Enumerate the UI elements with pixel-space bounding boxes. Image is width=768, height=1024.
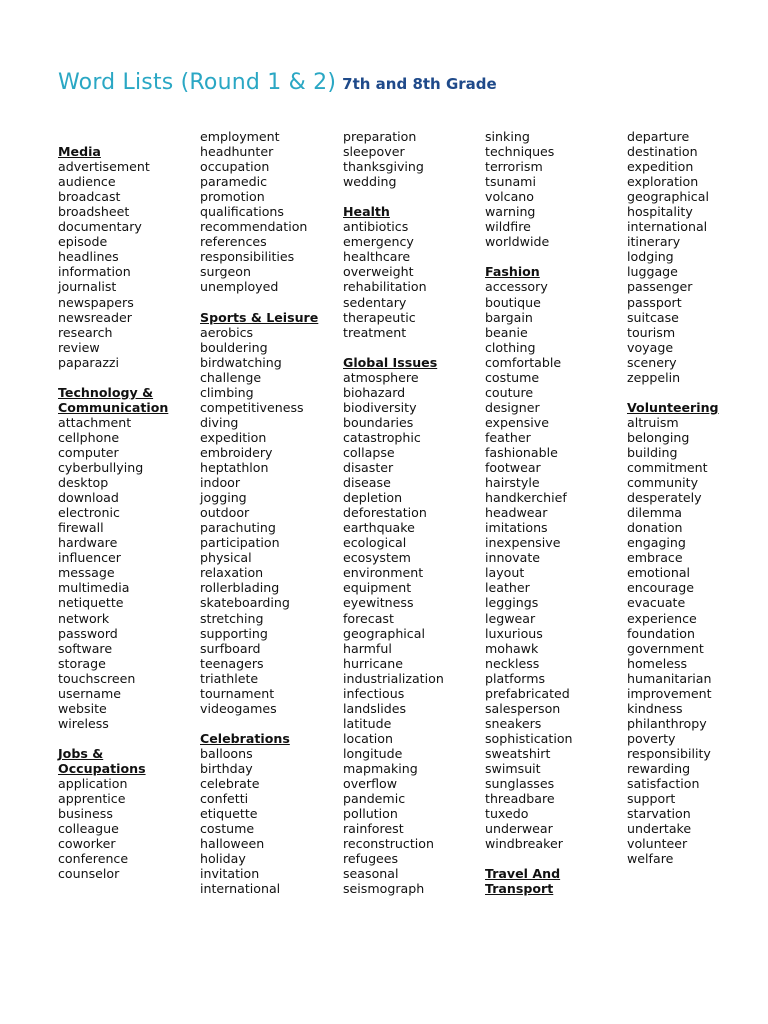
word-item: latitude	[343, 715, 392, 731]
word-item: altruism	[627, 414, 679, 430]
word-item: tuxedo	[485, 806, 529, 822]
word-item: biohazard	[343, 384, 406, 400]
word-item: leggings	[485, 595, 539, 611]
word-item: humanitarian	[627, 670, 712, 686]
word-item: experience	[627, 610, 697, 626]
word-item: holiday	[200, 851, 246, 867]
word-item: techniques	[485, 144, 555, 160]
section-heading: Technology &	[58, 384, 154, 400]
word-item: legwear	[485, 610, 536, 626]
word-item: recommendation	[200, 219, 308, 235]
word-item: research	[58, 324, 113, 340]
word-item: references	[200, 234, 267, 250]
word-item: evacuate	[627, 595, 686, 611]
word-item: skateboarding	[200, 595, 290, 611]
spacer	[343, 340, 483, 355]
section-heading: Celebrations	[200, 730, 290, 746]
word-item: responsibility	[627, 745, 711, 761]
word-item: terrorism	[485, 159, 543, 175]
word-item: tsunami	[485, 174, 536, 190]
word-item: encourage	[627, 580, 694, 596]
word-item: aerobics	[200, 324, 254, 340]
word-item: voyage	[627, 339, 674, 355]
word-item: biodiversity	[343, 399, 417, 415]
word-item: mapmaking	[343, 760, 418, 776]
word-item: occupation	[200, 159, 270, 175]
word-item: wedding	[343, 174, 397, 190]
word-item: storage	[58, 655, 106, 671]
word-item: prefabricated	[485, 685, 570, 701]
word-item: desktop	[58, 475, 109, 491]
word-item: halloween	[200, 836, 265, 852]
word-item: information	[58, 264, 131, 280]
word-item: emotional	[627, 565, 691, 581]
word-item: website	[58, 700, 107, 716]
word-item: disease	[343, 475, 391, 491]
word-item: paparazzi	[58, 354, 120, 370]
spacer	[200, 716, 340, 731]
word-item: paramedic	[200, 174, 268, 190]
title-main: Word Lists (Round 1 & 2)	[58, 70, 337, 95]
word-item: scenery	[627, 354, 677, 370]
word-item: depletion	[343, 490, 403, 506]
section-heading: Fashion	[485, 264, 540, 280]
word-item: touchscreen	[58, 670, 136, 686]
word-item: cyberbullying	[58, 460, 144, 476]
word-item: community	[627, 475, 699, 491]
word-item: wildfire	[485, 219, 531, 235]
section-heading: Occupations	[58, 760, 146, 776]
word-item: earthquake	[343, 520, 415, 536]
word-item: belonging	[627, 429, 690, 445]
word-item: embrace	[627, 550, 683, 566]
word-column-5	[627, 129, 767, 866]
word-item: balloons	[200, 745, 253, 761]
word-item: sleepover	[343, 144, 405, 160]
word-item: broadcast	[58, 189, 121, 205]
word-item: boundaries	[343, 414, 414, 430]
word-item: hospitality	[627, 204, 693, 220]
word-item: handkerchief	[485, 490, 567, 506]
word-item: welfare	[627, 851, 674, 867]
word-item: boutique	[485, 294, 541, 310]
word-item: landslides	[343, 700, 407, 716]
word-item: beanie	[485, 324, 528, 340]
word-item: salesperson	[485, 700, 561, 716]
word-item: footwear	[485, 460, 541, 476]
word-item: hurricane	[343, 655, 403, 671]
word-item: neckless	[485, 655, 540, 671]
word-item: application	[58, 776, 128, 792]
word-item: episode	[58, 234, 108, 250]
word-item: eyewitness	[343, 595, 414, 611]
word-item: headwear	[485, 505, 548, 521]
word-item: influencer	[58, 550, 121, 566]
word-item: network	[58, 610, 110, 626]
word-item: geographical	[627, 189, 709, 205]
word-item: philanthropy	[627, 715, 707, 731]
title-grade: 7th and 8th Grade	[342, 75, 497, 93]
word-item: rainforest	[343, 821, 404, 837]
word-item: netiquette	[58, 595, 124, 611]
word-item: colleague	[58, 821, 119, 837]
word-item: sweatshirt	[485, 745, 551, 761]
word-item: electronic	[58, 505, 120, 521]
word-item: windbreaker	[485, 836, 563, 852]
word-item: videogames	[200, 700, 277, 716]
word-item: kindness	[627, 700, 683, 716]
word-item: ecosystem	[343, 550, 411, 566]
word-item: therapeutic	[343, 309, 416, 325]
word-item: bouldering	[200, 339, 268, 355]
word-item: relaxation	[200, 565, 264, 581]
word-item: rehabilitation	[343, 279, 427, 295]
word-item: newsreader	[58, 309, 132, 325]
word-item: expedition	[200, 429, 267, 445]
word-item: business	[58, 806, 113, 822]
word-item: teenagers	[200, 655, 264, 671]
word-item: catastrophic	[343, 429, 421, 445]
word-item: disaster	[343, 460, 394, 476]
word-item: hairstyle	[485, 475, 540, 491]
section-heading: Travel And	[485, 866, 561, 882]
word-item: expensive	[485, 414, 549, 430]
spacer	[58, 370, 198, 385]
word-item: headlines	[58, 249, 119, 265]
word-item: collapse	[343, 444, 395, 460]
word-item: computer	[58, 444, 119, 460]
word-item: birdwatching	[200, 354, 282, 370]
word-item: clothing	[485, 339, 536, 355]
word-item: cellphone	[58, 429, 120, 445]
word-item: seasonal	[343, 866, 399, 882]
word-item: emergency	[343, 234, 414, 250]
word-item: unemployed	[200, 279, 279, 295]
word-item: bargain	[485, 309, 533, 325]
word-item: costume	[200, 821, 255, 837]
word-item: undertake	[627, 821, 692, 837]
word-item: sedentary	[343, 294, 407, 310]
word-item: sinking	[485, 129, 530, 144]
word-item: outdoor	[200, 505, 250, 521]
word-item: promotion	[200, 189, 265, 205]
word-item: indoor	[200, 475, 241, 491]
word-item: commitment	[627, 460, 708, 476]
word-item: designer	[485, 399, 540, 415]
word-item: destination	[627, 144, 698, 160]
word-item: dilemma	[627, 505, 682, 521]
word-item: newspapers	[58, 294, 134, 310]
word-item: volcano	[485, 189, 534, 205]
word-item: supporting	[200, 625, 268, 641]
spacer	[485, 851, 625, 866]
word-item: download	[58, 490, 119, 506]
word-item: couture	[485, 384, 534, 400]
word-item: qualifications	[200, 204, 284, 220]
word-item: imitations	[485, 520, 548, 536]
word-item: feather	[485, 429, 531, 445]
word-item: longitude	[343, 745, 403, 761]
word-item: worldwide	[485, 234, 550, 250]
word-item: confetti	[200, 791, 249, 807]
word-item: luxurious	[485, 625, 543, 641]
word-column-4	[485, 129, 625, 896]
spacer	[58, 731, 198, 746]
word-item: government	[627, 640, 704, 656]
word-item: software	[58, 640, 113, 656]
word-item: seismograph	[343, 881, 425, 897]
word-item: counselor	[58, 866, 120, 882]
word-column-3	[343, 129, 483, 896]
word-item: challenge	[200, 369, 262, 385]
word-item: sophistication	[485, 730, 573, 746]
word-item: responsibilities	[200, 249, 295, 265]
word-item: equipment	[343, 580, 412, 596]
word-item: participation	[200, 535, 280, 551]
word-item: international	[200, 881, 281, 897]
word-item: industrialization	[343, 670, 444, 686]
word-item: poverty	[627, 730, 676, 746]
section-heading: Health	[343, 204, 390, 220]
word-item: engaging	[627, 535, 686, 551]
word-item: sneakers	[485, 715, 542, 731]
word-item: foundation	[627, 625, 695, 641]
word-item: itinerary	[627, 234, 681, 250]
spacer	[485, 249, 625, 264]
word-item: underwear	[485, 821, 553, 837]
word-item: overflow	[343, 776, 398, 792]
word-item: environment	[343, 565, 424, 581]
word-item: birthday	[200, 760, 253, 776]
word-item: threadbare	[485, 791, 555, 807]
word-item: firewall	[58, 520, 104, 536]
word-item: leather	[485, 580, 530, 596]
word-item: heptathlon	[200, 460, 269, 476]
section-heading: Media	[58, 144, 101, 160]
word-item: journalist	[58, 279, 117, 295]
word-item: surgeon	[200, 264, 251, 280]
word-item: coworker	[58, 836, 116, 852]
word-item: competitiveness	[200, 399, 304, 415]
word-item: password	[58, 625, 118, 641]
word-item: rollerblading	[200, 580, 280, 596]
word-item: physical	[200, 550, 252, 566]
word-item: warning	[485, 204, 536, 220]
word-item: refugees	[343, 851, 399, 867]
word-item: preparation	[343, 129, 417, 144]
word-item: apprentice	[58, 791, 126, 807]
word-item: audience	[58, 174, 116, 190]
word-item: layout	[485, 565, 525, 581]
word-item: embroidery	[200, 444, 273, 460]
word-item: atmosphere	[343, 369, 419, 385]
word-item: geographical	[343, 625, 425, 641]
word-item: celebrate	[200, 776, 260, 792]
word-column-1	[58, 129, 198, 881]
word-item: documentary	[58, 219, 142, 235]
word-item: accessory	[485, 279, 548, 295]
word-item: sunglasses	[485, 776, 555, 792]
word-item: etiquette	[200, 806, 258, 822]
word-item: donation	[627, 520, 683, 536]
section-heading: Global Issues	[343, 354, 438, 370]
word-item: triathlete	[200, 670, 259, 686]
word-item: lodging	[627, 249, 674, 265]
word-item: surfboard	[200, 640, 261, 656]
word-item: luggage	[627, 264, 678, 280]
section-heading: Sports & Leisure	[200, 309, 319, 325]
word-item: comfortable	[485, 354, 562, 370]
spacer	[58, 129, 198, 144]
word-item: forecast	[343, 610, 394, 626]
word-item: wireless	[58, 715, 109, 731]
word-item: thanksgiving	[343, 159, 424, 175]
word-item: tourism	[627, 324, 676, 340]
page-title	[58, 70, 497, 95]
word-item: harmful	[343, 640, 392, 656]
word-item: overweight	[343, 264, 414, 280]
word-item: departure	[627, 129, 690, 144]
word-item: rewarding	[627, 760, 691, 776]
word-item: diving	[200, 414, 239, 430]
word-item: building	[627, 444, 678, 460]
word-item: review	[58, 339, 100, 355]
word-item: pandemic	[343, 791, 406, 807]
word-item: hardware	[58, 535, 118, 551]
word-item: antibiotics	[343, 219, 409, 235]
word-item: zeppelin	[627, 369, 681, 385]
word-item: expedition	[627, 159, 694, 175]
word-item: satisfaction	[627, 776, 700, 792]
word-item: headhunter	[200, 144, 274, 160]
spacer	[627, 385, 767, 400]
word-item: ecological	[343, 535, 407, 551]
word-item: treatment	[343, 324, 407, 340]
word-item: invitation	[200, 866, 260, 882]
word-item: pollution	[343, 806, 398, 822]
word-item: desperately	[627, 490, 702, 506]
word-item: exploration	[627, 174, 699, 190]
word-item: climbing	[200, 384, 254, 400]
word-item: broadsheet	[58, 204, 130, 220]
word-item: platforms	[485, 670, 546, 686]
section-heading: Volunteering	[627, 399, 719, 415]
section-heading: Communication	[58, 399, 169, 415]
word-item: infectious	[343, 685, 405, 701]
section-heading: Jobs &	[58, 745, 104, 761]
word-item: fashionable	[485, 444, 558, 460]
spacer	[200, 295, 340, 310]
word-item: message	[58, 565, 115, 581]
word-item: tournament	[200, 685, 275, 701]
word-item: mohawk	[485, 640, 539, 656]
section-heading: Transport	[485, 881, 554, 897]
word-item: stretching	[200, 610, 264, 626]
word-item: innovate	[485, 550, 541, 566]
word-item: improvement	[627, 685, 712, 701]
word-item: attachment	[58, 414, 132, 430]
word-item: healthcare	[343, 249, 411, 265]
word-item: costume	[485, 369, 540, 385]
word-column-2	[200, 129, 340, 896]
word-item: advertisement	[58, 159, 150, 175]
word-item: homeless	[627, 655, 688, 671]
word-item: location	[343, 730, 393, 746]
word-item: multimedia	[58, 580, 130, 596]
word-item: jogging	[200, 490, 247, 506]
word-item: reconstruction	[343, 836, 434, 852]
word-item: international	[627, 219, 708, 235]
word-item: username	[58, 685, 121, 701]
word-item: support	[627, 791, 676, 807]
word-item: passenger	[627, 279, 693, 295]
word-item: suitcase	[627, 309, 679, 325]
spacer	[343, 189, 483, 204]
word-item: inexpensive	[485, 535, 561, 551]
word-item: volunteer	[627, 836, 688, 852]
word-item: deforestation	[343, 505, 427, 521]
word-item: employment	[200, 129, 280, 144]
word-item: starvation	[627, 806, 691, 822]
word-item: conference	[58, 851, 129, 867]
word-item: parachuting	[200, 520, 276, 536]
word-item: passport	[627, 294, 682, 310]
word-item: swimsuit	[485, 760, 541, 776]
